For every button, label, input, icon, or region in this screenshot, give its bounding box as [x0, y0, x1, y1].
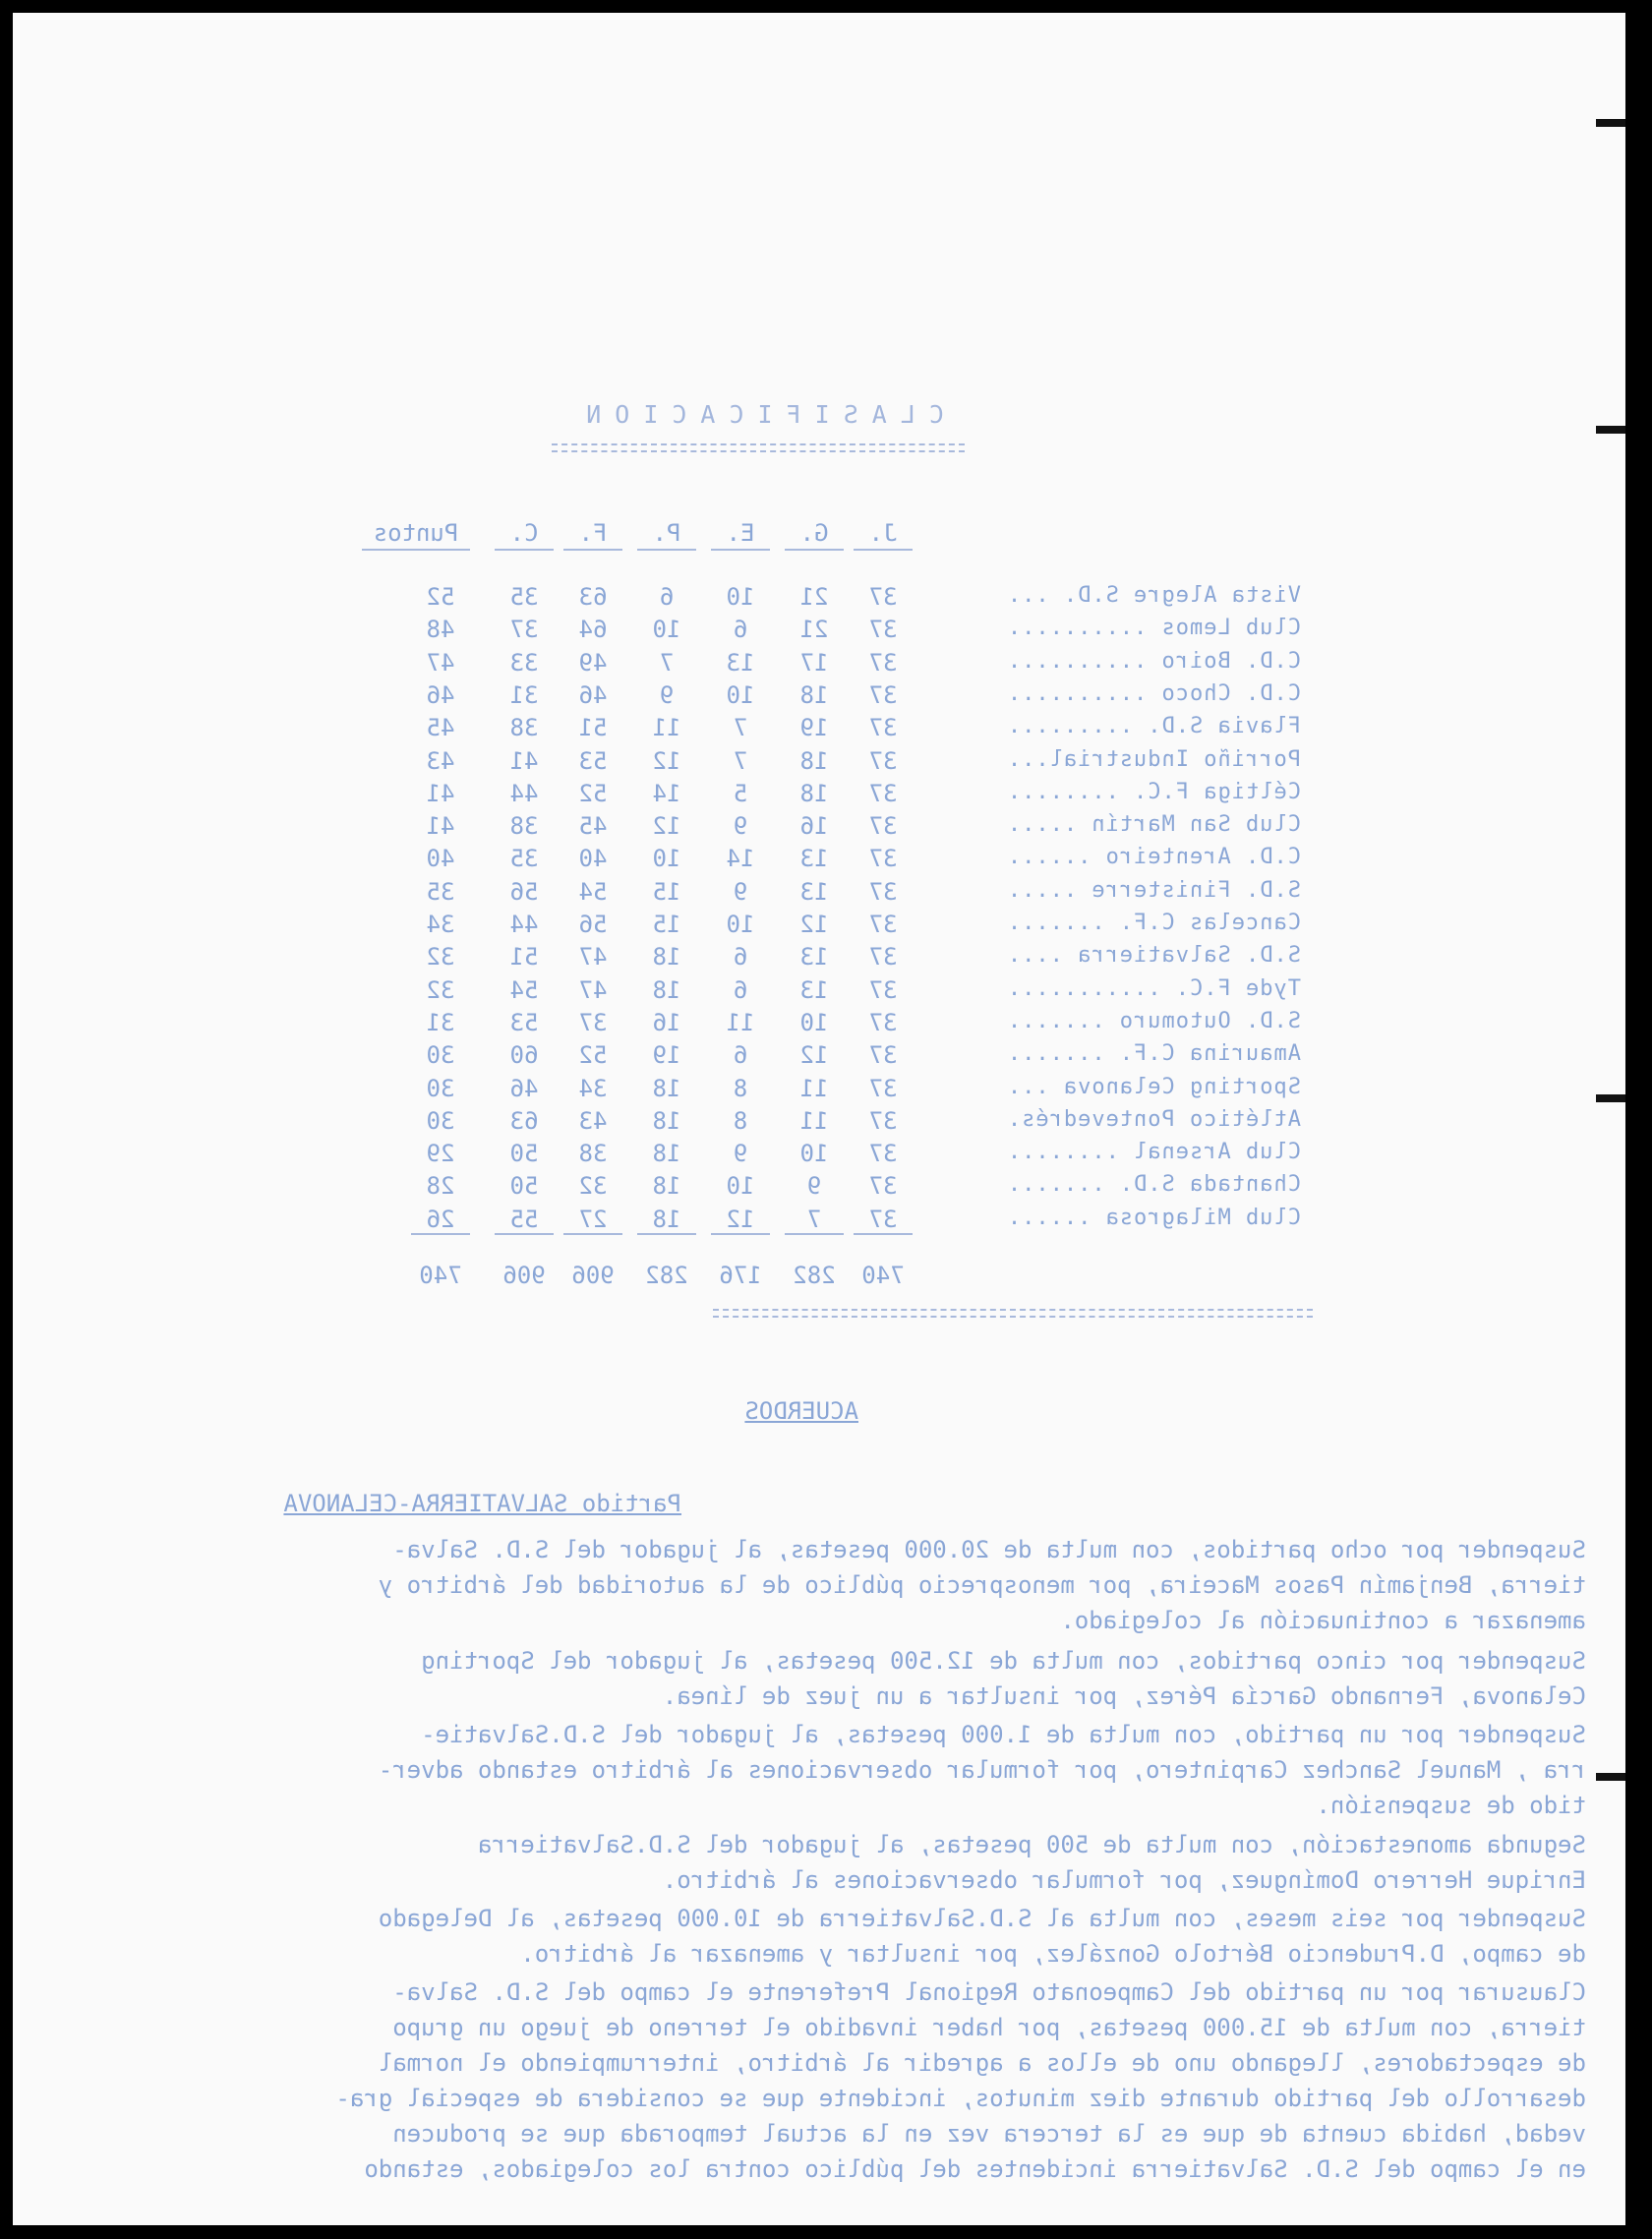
- table-cell: 51: [578, 714, 608, 742]
- table-cell: 47: [578, 943, 608, 972]
- table-cell: 46: [509, 1074, 539, 1102]
- table-cell: 37: [868, 1140, 898, 1168]
- table-cell: 18: [652, 943, 681, 972]
- table-cell: 56: [578, 911, 608, 938]
- table-cell: 54: [578, 877, 608, 906]
- team-name: Chantada S.D. .......: [1006, 1172, 1301, 1198]
- table-cell: 35: [426, 877, 455, 906]
- table-cell: 13: [726, 648, 755, 677]
- table-cell: 43: [578, 1106, 608, 1135]
- table-cell: 37: [868, 648, 898, 677]
- table-cell: 12: [799, 911, 829, 938]
- total-cell: 282: [645, 1262, 688, 1289]
- team-name: C.D. Arenteiro ......: [1006, 845, 1301, 870]
- total-cell: 282: [793, 1262, 836, 1289]
- total-cell: 740: [419, 1262, 462, 1289]
- table-cell: 13: [799, 975, 829, 1004]
- table-cell: 49: [578, 648, 608, 677]
- table-cell: 10: [726, 680, 755, 709]
- total-cell: 906: [571, 1262, 615, 1289]
- table-cell: 37: [868, 911, 898, 938]
- table-cell: 8: [733, 1106, 748, 1135]
- table-cell: 6: [733, 616, 748, 644]
- team-name: Porriño Industrial...: [1006, 746, 1301, 772]
- table-cell: 21: [799, 583, 829, 611]
- title-rule: [552, 443, 965, 452]
- table-cell: 7: [733, 746, 748, 775]
- team-name: Club Arsenal ........: [1006, 1140, 1301, 1165]
- team-name: Club Lemos ..........: [1006, 616, 1301, 641]
- table-cell: 18: [652, 1074, 681, 1102]
- table-cell: 28: [426, 1172, 455, 1201]
- team-name: Sporting Celanova ...: [1006, 1074, 1301, 1099]
- table-cell: 63: [509, 1106, 539, 1135]
- column-header: P.: [637, 519, 696, 551]
- table-cell: 33: [509, 648, 539, 677]
- team-name: Club San Martín .....: [1006, 812, 1301, 838]
- table-cell: 41: [426, 779, 455, 807]
- column-header: C.: [495, 519, 554, 551]
- table-cell: 12: [799, 1041, 829, 1070]
- column-header: Puntos: [362, 519, 470, 551]
- table-cell: 35: [509, 845, 539, 873]
- table-cell: 10: [799, 1140, 829, 1168]
- table-cell: 45: [578, 812, 608, 841]
- table-cell: 53: [509, 1008, 539, 1036]
- table-cell: 41: [426, 812, 455, 841]
- table-cell: 37: [868, 714, 898, 742]
- agreement-paragraph: Suspender por cinco partidos, con multa de 12.500 pesetas, al jugador del Sporting Celanova, Fernando García Pérez, por insultar a un juez de línea.: [421, 1646, 1586, 1710]
- table-cell: 37: [868, 1008, 898, 1036]
- team-name: Vista Alegre S.D. ...: [1006, 583, 1301, 608]
- team-name: S.D. Finisterre .....: [1006, 877, 1301, 903]
- table-cell: 6: [733, 943, 748, 972]
- table-cell: 13: [799, 877, 829, 906]
- table-cell: 11: [652, 714, 681, 742]
- paper-sheet: [13, 13, 1625, 2225]
- agreement-paragraph: Clausurar por un partido del Campeonato Regional Preferente el campo del S.D. Salva- tierra, con multa de 15.000 pesetas, por haber invadido el terreno de juego un grupo de espectadores, llegando uno de ellos a agredir al árbitro, interrumpiendo el normal desarrollo del partido durante diez minutos, incidente que se considera de especial gra- vedad, habida cuenta de que es la tercera vez en la actual temporada que se producen en el campo del S.D. Salvatierra incidentes del público contra los colegiados, estando: [335, 1978, 1586, 2183]
- table-cell: 30: [426, 1074, 455, 1102]
- column-header: F.: [563, 519, 622, 551]
- table-cell: 6: [733, 1041, 748, 1070]
- table-cell: 19: [652, 1041, 681, 1070]
- table-cell: 7: [785, 1206, 844, 1235]
- table-cell: 7: [659, 648, 675, 677]
- table-cell: 38: [509, 812, 539, 841]
- table-cell: 41: [509, 746, 539, 775]
- table-cell: 52: [426, 583, 455, 611]
- table-cell: 63: [578, 583, 608, 611]
- table-cell: 47: [578, 975, 608, 1004]
- table-cell: 37: [868, 746, 898, 775]
- table-cell: 10: [726, 583, 755, 611]
- table-cell: 37: [868, 1074, 898, 1102]
- table-cell: 18: [652, 975, 681, 1004]
- team-name: S.D. Outomuro .......: [1006, 1008, 1301, 1033]
- partido-title: Partido SALVATIERRA-CELANOVA: [283, 1490, 681, 1517]
- table-cell: 37: [868, 1172, 898, 1201]
- table-cell: 37: [578, 1008, 608, 1036]
- agreement-paragraph: Suspender por seis meses, con multa al S.D.Salvatierra de 10.000 pesetas, al Delegado de campo, D.Prudencio Bértolo González, por insultar y amenazar al árbitro.: [378, 1905, 1586, 1968]
- column-header: J.: [854, 519, 913, 551]
- table-cell: 16: [652, 1008, 681, 1036]
- table-cell: 13: [799, 943, 829, 972]
- classification-title: CLASIFICACION: [572, 400, 944, 429]
- team-name: Amaurina C.F. .......: [1006, 1041, 1301, 1067]
- table-cell: 18: [799, 779, 829, 807]
- table-cell: 32: [426, 975, 455, 1004]
- table-cell: 37: [868, 680, 898, 709]
- table-cell: 37: [868, 877, 898, 906]
- table-cell: 40: [578, 845, 608, 873]
- table-cell: 37: [868, 943, 898, 972]
- table-cell: 34: [578, 1074, 608, 1102]
- table-cell: 10: [726, 911, 755, 938]
- team-name: Céltiga F.C. ........: [1006, 779, 1301, 804]
- team-name: C.D. Boiro ..........: [1006, 648, 1301, 674]
- agreement-paragraph: Segunda amonestación, con multa de 500 pesetas, al jugador del S.D.Salvatierra Enrique Herrero Domínguez, por formular observaciones al árbitro.: [477, 1831, 1586, 1894]
- table-cell: 10: [652, 845, 681, 873]
- table-cell: 6: [659, 583, 675, 611]
- table-cell: 37: [868, 1106, 898, 1135]
- table-cell: 10: [652, 616, 681, 644]
- table-cell: 37: [868, 1041, 898, 1070]
- table-cell: 40: [426, 845, 455, 873]
- acuerdos-title: ACUERDOS: [744, 1397, 858, 1425]
- column-header: E.: [711, 519, 770, 551]
- table-cell: 12: [652, 746, 681, 775]
- table-cell: 37: [868, 812, 898, 841]
- team-name: S.D. Salvatierra ....: [1006, 943, 1301, 969]
- table-cell: 37: [868, 975, 898, 1004]
- table-cell: 18: [652, 1140, 681, 1168]
- table-cell: 17: [799, 648, 829, 677]
- table-cell: 64: [578, 616, 608, 644]
- table-cell: 53: [578, 746, 608, 775]
- table-cell: 32: [578, 1172, 608, 1201]
- team-name: Flavia S.D. .........: [1006, 714, 1301, 739]
- table-cell: 31: [509, 680, 539, 709]
- table-cell: 46: [426, 680, 455, 709]
- table-cell: 29: [426, 1140, 455, 1168]
- team-name: C.D. Choco ..........: [1006, 680, 1301, 706]
- table-cell: 45: [426, 714, 455, 742]
- table-cell: 18: [652, 1172, 681, 1201]
- team-name: Tyde F.C. ...........: [1006, 975, 1301, 1001]
- table-cell: 12: [652, 812, 681, 841]
- table-cell: 46: [578, 680, 608, 709]
- table-cell: 11: [726, 1008, 755, 1036]
- table-cell: 9: [733, 877, 748, 906]
- agreement-paragraph: Suspender por un partido, con multa de 1.000 pesetas, al jugador del S.D.Salvatie- rra , Manuel Sanchez Carpintero, por formular observaciones al árbitro estando adver- tido de suspensión.: [378, 1720, 1586, 1819]
- table-cell: 37: [509, 616, 539, 644]
- table-cell: 18: [799, 746, 829, 775]
- table-cell: 14: [726, 845, 755, 873]
- table-cell: 9: [733, 812, 748, 841]
- table-cell: 18: [652, 1106, 681, 1135]
- table-cell: 6: [733, 975, 748, 1004]
- total-cell: 176: [719, 1262, 762, 1289]
- table-cell: 51: [509, 943, 539, 972]
- table-cell: 10: [726, 1172, 755, 1201]
- totals-rule: [713, 1309, 1313, 1318]
- table-cell: 30: [426, 1041, 455, 1070]
- total-cell: 740: [861, 1262, 905, 1289]
- table-cell: 5: [733, 779, 748, 807]
- table-cell: 44: [509, 779, 539, 807]
- table-cell: 15: [652, 877, 681, 906]
- table-cell: 16: [799, 812, 829, 841]
- table-cell: 50: [509, 1140, 539, 1168]
- table-cell: 34: [426, 911, 455, 938]
- table-cell: 54: [509, 975, 539, 1004]
- table-cell: 38: [578, 1140, 608, 1168]
- table-cell: 19: [799, 714, 829, 742]
- table-cell: 52: [578, 779, 608, 807]
- table-cell: 37: [868, 616, 898, 644]
- table-cell: 37: [868, 779, 898, 807]
- table-cell: 60: [509, 1041, 539, 1070]
- table-cell: 31: [426, 1008, 455, 1036]
- table-cell: 9: [806, 1172, 822, 1201]
- table-cell: 37: [868, 845, 898, 873]
- team-name: Club Milagrosa ......: [1006, 1205, 1301, 1230]
- team-name: Atlético Pontevedrés.: [1006, 1106, 1301, 1132]
- table-cell: 43: [426, 746, 455, 775]
- agreement-paragraph: Suspender por ocho partidos, con multa de 20.000 pesetas, al jugador del S.D. Salva- tierra, Benjamín Pasos Maceira, por menosprecio público de la autoridad del árbitro y amenazar a continuación al colegiado.: [378, 1536, 1586, 1634]
- table-cell: 15: [652, 911, 681, 938]
- table-cell: 30: [426, 1106, 455, 1135]
- column-header: G.: [785, 519, 844, 551]
- table-cell: 56: [509, 877, 539, 906]
- table-cell: 11: [799, 1106, 829, 1135]
- table-cell: 18: [799, 680, 829, 709]
- table-cell: 48: [426, 616, 455, 644]
- table-cell: 11: [799, 1074, 829, 1102]
- table-cell: 37: [868, 583, 898, 611]
- table-cell: 12: [711, 1206, 770, 1235]
- team-name: Cancelas C.F. .......: [1006, 911, 1301, 935]
- table-cell: 14: [652, 779, 681, 807]
- table-cell: 10: [799, 1008, 829, 1036]
- mirrored-content: [13, 13, 1625, 2225]
- table-cell: 37: [854, 1206, 913, 1235]
- table-cell: 9: [659, 680, 675, 709]
- table-cell: 32: [426, 943, 455, 972]
- table-cell: 7: [733, 714, 748, 742]
- table-cell: 38: [509, 714, 539, 742]
- table-cell: 50: [509, 1172, 539, 1201]
- table-cell: 9: [733, 1140, 748, 1168]
- table-cell: 27: [563, 1206, 622, 1235]
- table-cell: 26: [411, 1206, 470, 1235]
- table-cell: 21: [799, 616, 829, 644]
- table-cell: 35: [509, 583, 539, 611]
- table-cell: 55: [495, 1206, 554, 1235]
- total-cell: 906: [502, 1262, 546, 1289]
- table-cell: 13: [799, 845, 829, 873]
- table-cell: 44: [509, 911, 539, 938]
- table-cell: 52: [578, 1041, 608, 1070]
- table-cell: 18: [637, 1206, 696, 1235]
- table-cell: 47: [426, 648, 455, 677]
- table-cell: 8: [733, 1074, 748, 1102]
